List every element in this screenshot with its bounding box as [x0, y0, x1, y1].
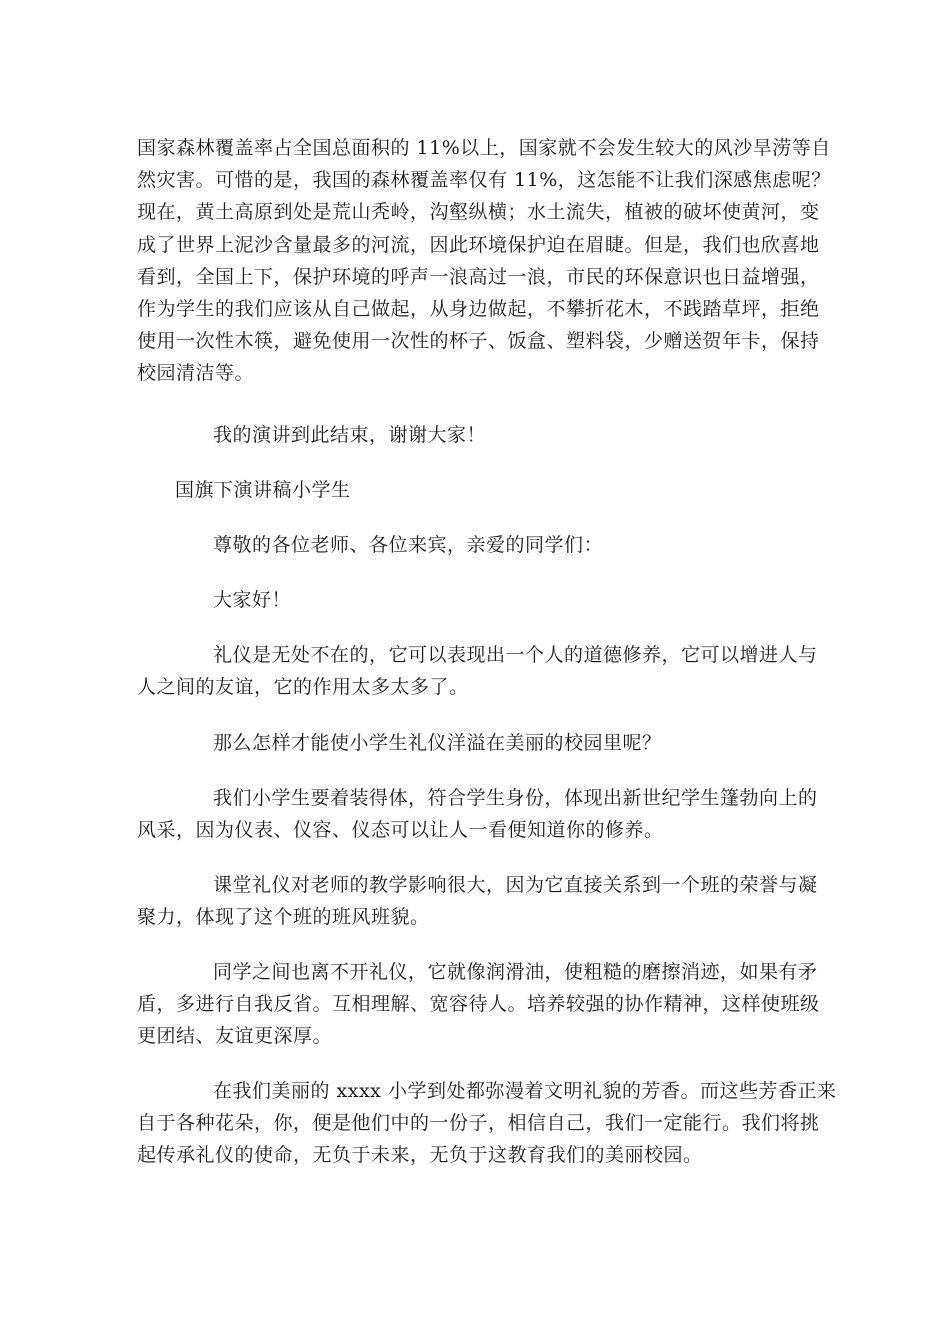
text-line: 更团结、友谊更深厚。: [137, 1025, 333, 1048]
text-line: 自于各种花朵，你，便是他们中的一份子，相信自己，我们一定能行。我们将挑: [137, 1112, 820, 1135]
text-line: 成了世界上泥沙含量最多的河流，因此环境保护迫在眉睫。但是，我们也欣喜地: [137, 233, 820, 256]
text-line: 校园清洁等。: [137, 362, 255, 385]
text-line: 在我们美丽的 xxxx 小学到处都弥漫着文明礼貌的芳香。而这些芳香正来: [213, 1080, 837, 1102]
text-line: 大家好！: [213, 589, 292, 611]
text-line: 然灾害。可惜的是，我国的森林覆盖率仅有 11%，这怎能不让我们深感焦虑呢？: [137, 169, 831, 192]
text-line: 使用一次性木筷，避免使用一次性的杯子、饭盒、塑料袋，少赠送贺年卡，保持: [137, 330, 820, 353]
text-line: 我们小学生要着装得体，符合学生身份，体现出新世纪学生篷勃向上的: [213, 787, 818, 809]
text-line: 作为学生的我们应该从自己做起，从身边做起，不攀折花木，不践踏草坪，拒绝: [137, 298, 820, 321]
greeting-paragraph: [137, 584, 827, 616]
continuation-paragraph: [137, 132, 831, 390]
etiquette-paragraph-6: [137, 1075, 837, 1172]
speech-heading: [137, 474, 827, 506]
text-line: 同学之间也离不开礼仪，它就像润滑油，使粗糙的磨擦消迹，如果有矛: [213, 961, 818, 983]
salutation-paragraph: [137, 529, 827, 561]
text-line: 现在，黄土高原到处是荒山秃岭，沟壑纵横；水土流失，植被的破坏使黄河，变: [137, 201, 820, 224]
text-line: 我的演讲到此结束，谢谢大家！: [213, 424, 487, 446]
closing-paragraph: [137, 419, 827, 451]
text-line: 尊敬的各位老师、各位来宾，亲爱的同学们：: [213, 534, 604, 556]
text-line: 起传承礼仪的使命，无负于未来，无负于这教育我们的美丽校园。: [137, 1144, 703, 1167]
text-line: 国旗下演讲稿小学生: [175, 479, 351, 501]
text-line: 国家森林覆盖率占全国总面积的 11%以上，国家就不会发生较大的风沙旱涝等自: [137, 137, 831, 159]
text-line: 人之间的友谊，它的作用太多太多了。: [137, 676, 469, 699]
text-line: 礼仪是无处不在的，它可以表现出一个人的道德修养，它可以增进人与: [213, 644, 818, 666]
etiquette-paragraph-1: [137, 639, 827, 703]
etiquette-paragraph-2: [137, 727, 827, 759]
text-line: 课堂礼仪对老师的教学影响很大，因为它直接关系到一个班的荣誉与凝: [213, 874, 818, 896]
text-line: 风采，因为仪表、仪容、仪态可以让人一看便知道你的修养。: [137, 819, 664, 842]
text-line: 聚力，体现了这个班的班风班貌。: [137, 906, 430, 929]
text-line: 那么怎样才能使小学生礼仪洋溢在美丽的校园里呢？: [213, 732, 662, 754]
etiquette-paragraph-4: [137, 869, 827, 933]
text-line: 看到，全国上下，保护环境的呼声一浪高过一浪，市民的环保意识也日益增强，: [137, 265, 820, 288]
etiquette-paragraph-3: [137, 782, 827, 846]
text-line: 盾，多进行自我反省。互相理解、宽容待人。培养较强的协作精神，这样使班级: [137, 993, 820, 1016]
etiquette-paragraph-5: [137, 956, 827, 1053]
